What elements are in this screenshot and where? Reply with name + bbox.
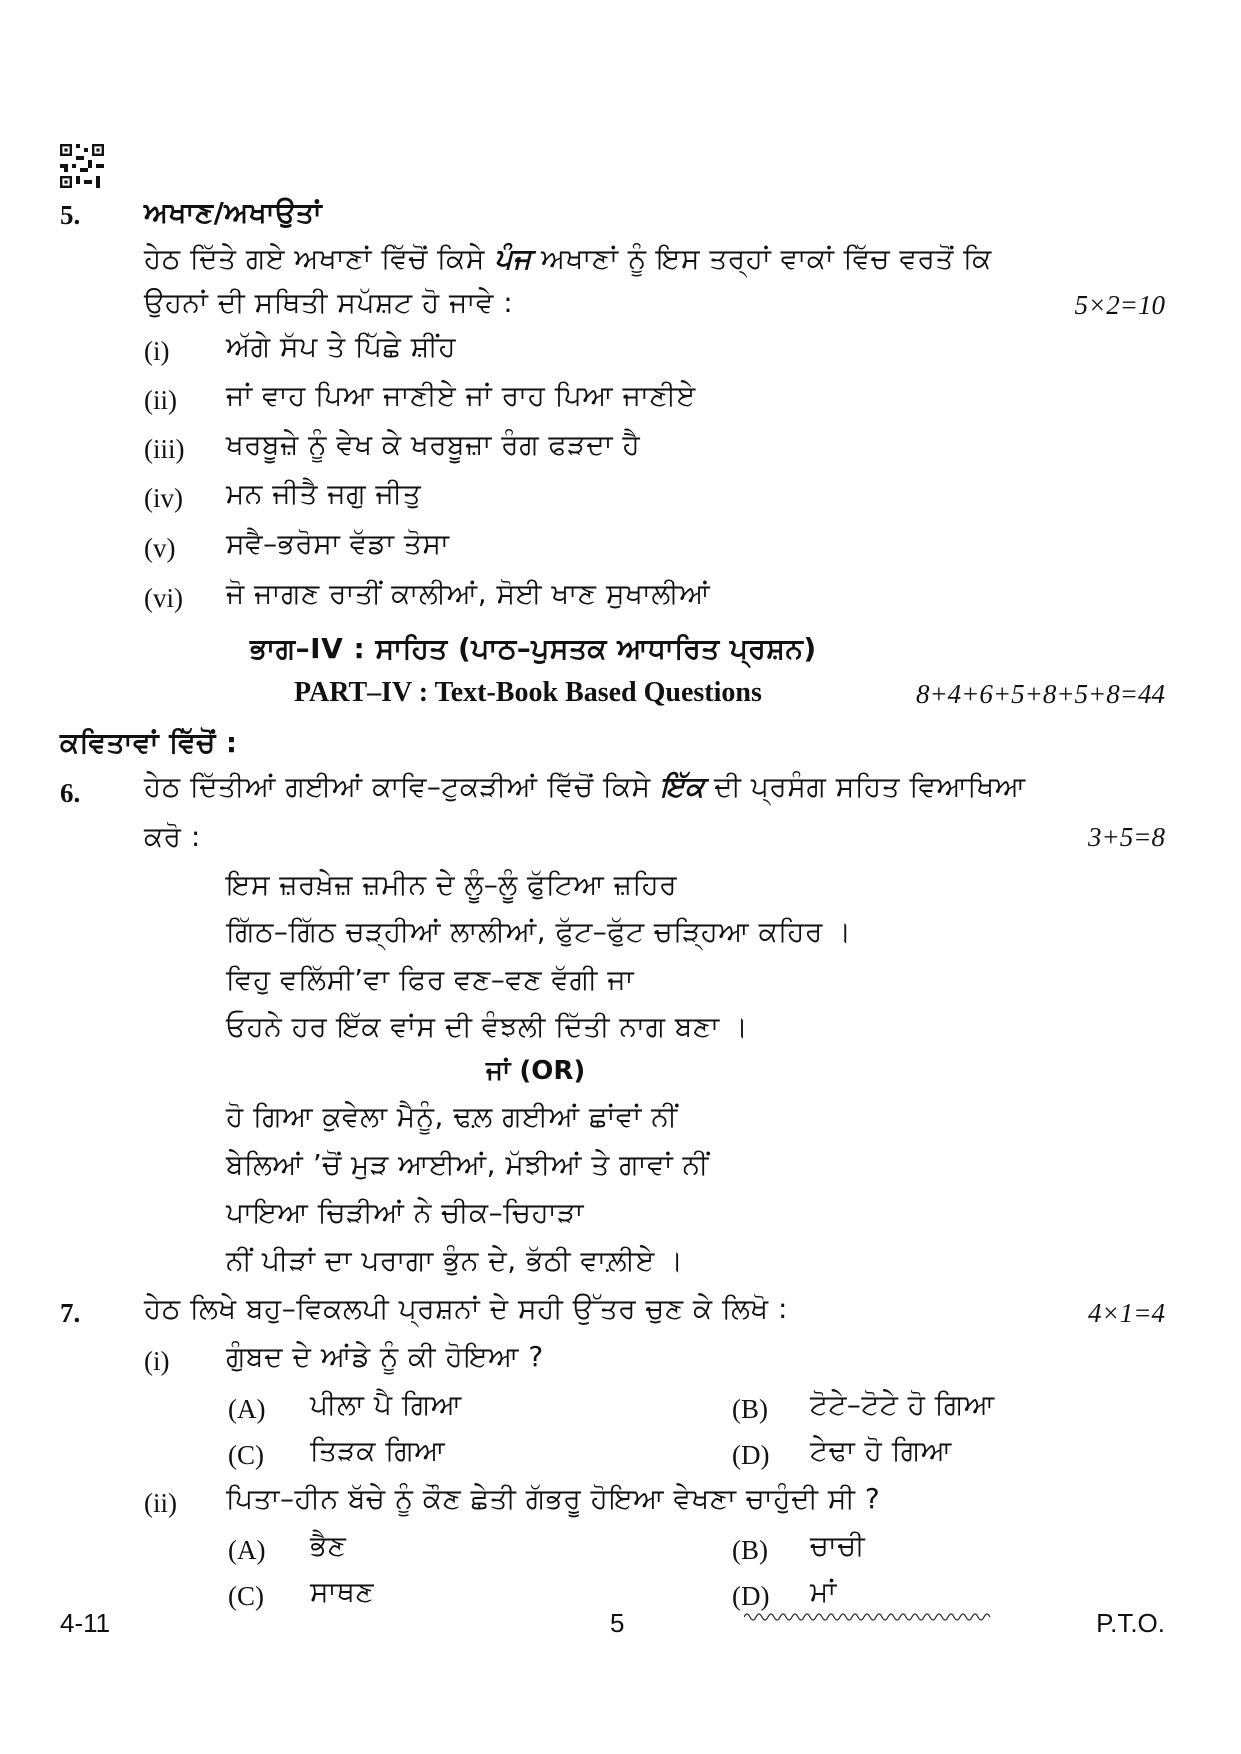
poem-line: ਪਾਇਆ ਚਿੜੀਆਂ ਨੇ ਚੀਕ–ਚਿਹਾੜਾ xyxy=(226,1196,584,1229)
poem-line: ਹੋ ਗਿਆ ਕੁਵੇਲਾ ਮੈਨੂੰ, ਢਲ਼ ਗਈਆਂ ਛਾਂਵਾਂ ਨੀਂ xyxy=(226,1100,678,1133)
question-6-instruction-line2: ਕਰੋ : xyxy=(144,820,201,853)
instruction-text: ਹੇਠ ਦਿੱਤੇ ਗਏ ਅਖਾਣਾਂ ਵਿੱਚੋਂ ਕਿਸੇ xyxy=(144,242,485,275)
wavy-line-icon xyxy=(744,1611,994,1623)
item-label: (ii) xyxy=(144,385,177,415)
part-4-heading-english: PART–IV : Text-Book Based Questions xyxy=(294,677,762,708)
mcq-question: ਗੁੰਬਦ ਦੇ ਆਂਡੇ ਨੂੰ ਕੀ ਹੋਇਆ ? xyxy=(226,1340,544,1373)
poem-line: ਇਸ ਜ਼ਰਖ਼ੇਜ਼ ਜ਼ਮੀਨ ਦੇ ਲੂੰ–ਲੂੰ ਫੁੱਟਿਆ ਜ਼ਹਿਰ xyxy=(226,868,678,901)
section-label: ਕਵਿਤਾਵਾਂ ਵਿੱਚੋਂ : xyxy=(60,726,238,759)
mcq-question: ਪਿਤਾ–ਹੀਨ ਬੱਚੇ ਨੂੰ ਕੌਣ ਛੇਤੀ ਗੱਭਰੂ ਹੋਇਆ ਵੇਖਣਾ ਚਾਹੁੰਦੀ ਸੀ ? xyxy=(226,1482,881,1515)
qr-code-icon xyxy=(60,144,104,188)
question-6-instruction xyxy=(144,770,1026,804)
poem-line: ਨੀਂ ਪੀੜਾਂ ਦਾ ਪਰਾਗਾ ਭੁੰਨ ਦੇ, ਭੱਠੀ ਵਾਲ਼ੀਏ । xyxy=(226,1244,684,1277)
instruction-text: ਅਖਾਣਾਂ ਨੂੰ ਇਸ ਤਰ੍ਹਾਂ ਵਾਕਾਂ ਵਿੱਚ ਵਰਤੋਂ ਕਿ xyxy=(541,242,992,275)
instruction-text: ਦੀ ਪ੍ਰਸੰਗ ਸਹਿਤ ਵਿਆਖਿਆ xyxy=(713,770,1026,803)
option-label: (B) xyxy=(732,1535,768,1565)
mcq-label: (ii) xyxy=(144,1488,177,1518)
question-7-number: 7. xyxy=(60,1298,81,1328)
paper-code: 4-11 xyxy=(60,1608,111,1638)
or-separator: ਜਾਂ (OR) xyxy=(486,1056,586,1086)
part-4-heading-punjabi: ਭਾਗ–IV : ਸਾਹਿਤ (ਪਾਠ–ਪੁਸਤਕ ਆਧਾਰਿਤ ਪ੍ਰਸ਼ਨ) xyxy=(250,632,817,665)
option-text: ਟੇਢਾ ਹੋ ਗਿਆ xyxy=(810,1434,952,1467)
part-4-marks: 8+4+6+5+8+5+8=44 xyxy=(915,679,1165,709)
poem-line: ਗਿੱਠ–ਗਿੱਠ ਚੜ੍ਹੀਆਂ ਲਾਲੀਆਂ, ਫੁੱਟ–ਫੁੱਟ ਚੜ੍ਹਿਆ ਕਹਿਰ । xyxy=(226,915,852,948)
item-label: (vi) xyxy=(144,583,183,613)
option-label: (C) xyxy=(228,1581,264,1611)
option-text: ਚਾਚੀ xyxy=(810,1529,866,1562)
item-label: (iii) xyxy=(144,434,185,464)
proverb-item: ਖਰਬੂਜ਼ੇ ਨੂੰ ਵੇਖ ਕੇ ਖਰਬੂਜ਼ਾ ਰੰਗ ਫੜਦਾ ਹੈ xyxy=(226,428,641,461)
option-label: (A) xyxy=(228,1535,266,1565)
proverb-item: ਮਨ ਜੀਤੈ ਜਗੁ ਜੀਤੁ xyxy=(226,477,422,510)
question-5-instruction xyxy=(144,242,992,276)
question-6-marks: 3+5=8 xyxy=(1088,822,1165,852)
proverb-item: ਜਾਂ ਵਾਹ ਪਿਆ ਜਾਣੀਏ ਜਾਂ ਰਾਹ ਪਿਆ ਜਾਣੀਏ xyxy=(226,379,696,412)
page-number: 5 xyxy=(610,1608,625,1638)
option-label: (B) xyxy=(732,1394,768,1424)
option-label: (C) xyxy=(228,1440,264,1470)
question-6-number: 6. xyxy=(60,778,81,808)
option-text: ਸਾਥਣ xyxy=(310,1575,375,1608)
option-text: ਪੀਲਾ ਪੈ ਗਿਆ xyxy=(310,1388,462,1421)
option-label: (A) xyxy=(228,1394,266,1424)
poem-line: ਓਹਨੇ ਹਰ ਇੱਕ ਵਾਂਸ ਦੀ ਵੰਝਲੀ ਦਿੱਤੀ ਨਾਗ ਬਣਾ । xyxy=(226,1010,749,1043)
proverb-item: ਅੱਗੇ ਸੱਪ ਤੇ ਪਿੱਛੇ ਸ਼ੀਂਹ xyxy=(226,330,457,363)
question-7-instruction: ਹੇਠ ਲਿਖੇ ਬਹੁ–ਵਿਕਲਪੀ ਪ੍ਰਸ਼ਨਾਂ ਦੇ ਸਹੀ ਉੱਤਰ ਚੁਣ ਕੇ ਲਿਖੋ : xyxy=(144,1292,788,1325)
question-7-marks: 4×1=4 xyxy=(1088,1298,1165,1328)
mcq-label: (i) xyxy=(144,1346,170,1376)
pto-label: P.T.O. xyxy=(1096,1608,1165,1638)
proverb-item: ਜੋ ਜਾਗਣ ਰਾਤੀਂ ਕਾਲੀਆਂ, ਸੋਈ ਖਾਣ ਸੁਖਾਲੀਆਂ xyxy=(226,577,711,610)
item-label: (i) xyxy=(144,336,170,366)
poem-line: ਬੇਲਿਆਂ ’ਚੋਂ ਮੁੜ ਆਈਆਂ, ਮੱਝੀਆਂ ਤੇ ਗਾਵਾਂ ਨੀਂ xyxy=(226,1148,709,1181)
question-5-marks: 5×2=10 xyxy=(1074,290,1165,320)
instruction-emphasis: ਪੰਜ xyxy=(494,242,532,275)
instruction-text: ਹੇਠ ਦਿੱਤੀਆਂ ਗਈਆਂ ਕਾਵਿ–ਟੁਕੜੀਆਂ ਵਿੱਚੋਂ ਕਿਸੇ xyxy=(144,770,651,803)
option-text: ਟੋਟੇ–ਟੋਟੇ ਹੋ ਗਿਆ xyxy=(810,1388,995,1421)
item-label: (iv) xyxy=(144,483,183,513)
question-5-number: 5. xyxy=(60,200,81,230)
question-5-title: ਅਖਾਣ/ਅਖਾਉਤਾਂ xyxy=(144,196,323,229)
option-label: (D) xyxy=(732,1581,770,1611)
poem-line: ਵਿਹੁ ਵਲਿੱਸੀ’ਵਾ ਫਿਰ ਵਣ–ਵਣ ਵੱਗੀ ਜਾ xyxy=(226,963,635,996)
question-5-instruction-line2: ਉਹਨਾਂ ਦੀ ਸਥਿਤੀ ਸਪੱਸ਼ਟ ਹੋ ਜਾਵੇ : xyxy=(144,286,514,319)
option-label: (D) xyxy=(732,1440,770,1470)
option-text: ਭੈਣ xyxy=(310,1529,347,1562)
option-text: ਮਾਂ xyxy=(810,1575,837,1608)
instruction-emphasis: ਇੱਕ xyxy=(660,770,705,803)
item-label: (v) xyxy=(144,533,176,563)
option-text: ਤਿੜਕ ਗਿਆ xyxy=(310,1434,446,1467)
proverb-item: ਸਵੈ–ਭਰੋਸਾ ਵੱਡਾ ਤੋਸਾ xyxy=(226,527,450,560)
